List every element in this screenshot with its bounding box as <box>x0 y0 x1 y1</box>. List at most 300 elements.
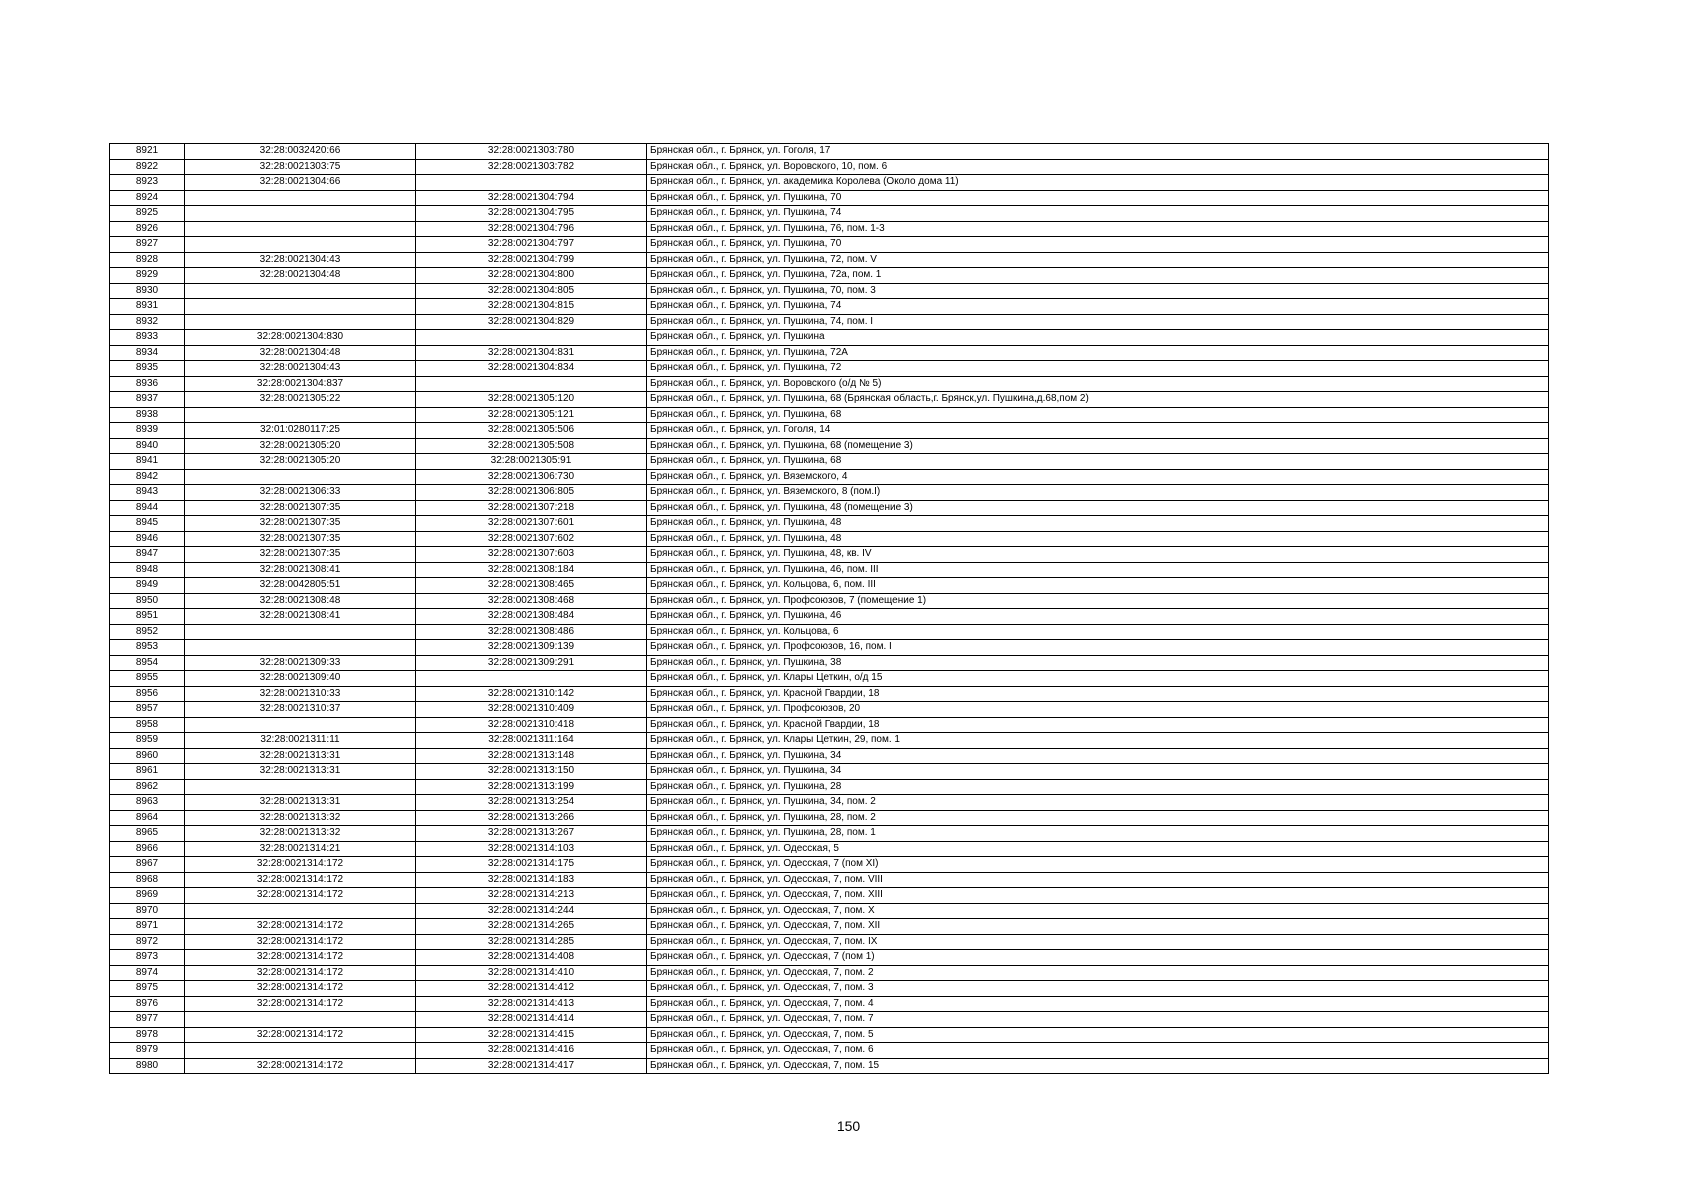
object-cadastral-number-cell: 32:28:0021314:414 <box>416 1012 647 1028</box>
object-cadastral-number-cell: 32:28:0021307:602 <box>416 531 647 547</box>
table-row <box>110 810 1549 826</box>
row-number-cell: 8931 <box>110 299 185 315</box>
address-cell: Брянская обл., г. Брянск, ул. Кольцова, 6 <box>647 624 1549 640</box>
address-cell: Брянская обл., г. Брянск, ул. Пушкина, 72А <box>647 345 1549 361</box>
row-number-cell: 8957 <box>110 702 185 718</box>
object-cadastral-number-cell: 32:28:0021303:782 <box>416 159 647 175</box>
object-cadastral-number-cell <box>416 175 647 191</box>
row-number-cell: 8961 <box>110 764 185 780</box>
row-number-cell: 8963 <box>110 795 185 811</box>
row-number-cell: 8972 <box>110 934 185 950</box>
address-cell: Брянская обл., г. Брянск, ул. Профсоюзов, 16, пом. I <box>647 640 1549 656</box>
address-cell: Брянская обл., г. Брянск, ул. Красной Гвардии, 18 <box>647 717 1549 733</box>
table-row <box>110 485 1549 501</box>
table-row <box>110 190 1549 206</box>
object-cadastral-number-cell: 32:28:0021304:797 <box>416 237 647 253</box>
object-cadastral-number-cell: 32:28:0021314:413 <box>416 996 647 1012</box>
table-row <box>110 919 1549 935</box>
table-row <box>110 609 1549 625</box>
row-number-cell: 8928 <box>110 252 185 268</box>
object-cadastral-number-cell: 32:28:0021303:780 <box>416 144 647 160</box>
address-cell: Брянская обл., г. Брянск, ул. Пушкина, 74 <box>647 299 1549 315</box>
address-cell: Брянская обл., г. Брянск, ул. Пушкина, 34, пом. 2 <box>647 795 1549 811</box>
row-number-cell: 8948 <box>110 562 185 578</box>
row-number-cell: 8971 <box>110 919 185 935</box>
land-cadastral-number-cell: 32:28:0021314:172 <box>185 996 416 1012</box>
address-cell: Брянская обл., г. Брянск, ул. Клары Цеткин, 29, пом. 1 <box>647 733 1549 749</box>
address-cell: Брянская обл., г. Брянск, ул. Пушкина <box>647 330 1549 346</box>
address-cell: Брянская обл., г. Брянск, ул. Пушкина, 28 <box>647 779 1549 795</box>
row-number-cell: 8925 <box>110 206 185 222</box>
row-number-cell: 8965 <box>110 826 185 842</box>
table-row <box>110 996 1549 1012</box>
land-cadastral-number-cell: 32:28:0021305:20 <box>185 438 416 454</box>
row-number-cell: 8946 <box>110 531 185 547</box>
land-cadastral-number-cell <box>185 1012 416 1028</box>
object-cadastral-number-cell: 32:28:0021304:800 <box>416 268 647 284</box>
object-cadastral-number-cell: 32:28:0021314:244 <box>416 903 647 919</box>
address-cell: Брянская обл., г. Брянск, ул. Пушкина, 72 <box>647 361 1549 377</box>
object-cadastral-number-cell: 32:28:0021308:484 <box>416 609 647 625</box>
object-cadastral-number-cell <box>416 376 647 392</box>
land-cadastral-number-cell: 32:28:0021314:172 <box>185 950 416 966</box>
table-row <box>110 268 1549 284</box>
address-cell: Брянская обл., г. Брянск, ул. Одесская, 7, пом. XII <box>647 919 1549 935</box>
row-number-cell: 8956 <box>110 686 185 702</box>
address-cell: Брянская обл., г. Брянск, ул. Пушкина, 46 <box>647 609 1549 625</box>
land-cadastral-number-cell: 32:28:0021308:48 <box>185 593 416 609</box>
table-row <box>110 686 1549 702</box>
land-cadastral-number-cell: 32:28:0021313:32 <box>185 826 416 842</box>
address-cell: Брянская обл., г. Брянск, ул. Одесская, 7, пом. 15 <box>647 1058 1549 1074</box>
address-cell: Брянская обл., г. Брянск, ул. Одесская, 7, пом. X <box>647 903 1549 919</box>
table-row <box>110 950 1549 966</box>
object-cadastral-number-cell: 32:28:0021314:412 <box>416 981 647 997</box>
row-number-cell: 8977 <box>110 1012 185 1028</box>
land-cadastral-number-cell: 32:28:0021304:837 <box>185 376 416 392</box>
table-row <box>110 206 1549 222</box>
address-cell: Брянская обл., г. Брянск, ул. Пушкина, 48 (помещение 3) <box>647 500 1549 516</box>
registry-table <box>109 143 1549 1074</box>
object-cadastral-number-cell: 32:28:0021313:267 <box>416 826 647 842</box>
row-number-cell: 8954 <box>110 655 185 671</box>
object-cadastral-number-cell: 32:28:0021304:795 <box>416 206 647 222</box>
land-cadastral-number-cell <box>185 190 416 206</box>
table-row <box>110 407 1549 423</box>
land-cadastral-number-cell: 32:28:0021308:41 <box>185 609 416 625</box>
address-cell: Брянская обл., г. Брянск, ул. Пушкина, 70 <box>647 237 1549 253</box>
table-row <box>110 252 1549 268</box>
row-number-cell: 8945 <box>110 516 185 532</box>
address-cell: Брянская обл., г. Брянск, ул. Гоголя, 14 <box>647 423 1549 439</box>
land-cadastral-number-cell: 32:28:0042805:51 <box>185 578 416 594</box>
address-cell: Брянская обл., г. Брянск, ул. Кольцова, 6, пом. III <box>647 578 1549 594</box>
table-row <box>110 237 1549 253</box>
land-cadastral-number-cell: 32:28:0021313:31 <box>185 764 416 780</box>
land-cadastral-number-cell: 32:28:0021314:172 <box>185 919 416 935</box>
table-row <box>110 361 1549 377</box>
row-number-cell: 8943 <box>110 485 185 501</box>
row-number-cell: 8933 <box>110 330 185 346</box>
address-cell: Брянская обл., г. Брянск, ул. Воровского (о/д № 5) <box>647 376 1549 392</box>
row-number-cell: 8978 <box>110 1027 185 1043</box>
object-cadastral-number-cell: 32:28:0021305:120 <box>416 392 647 408</box>
land-cadastral-number-cell: 32:28:0021310:33 <box>185 686 416 702</box>
land-cadastral-number-cell <box>185 469 416 485</box>
address-cell: Брянская обл., г. Брянск, ул. Пушкина, 74, пом. I <box>647 314 1549 330</box>
land-cadastral-number-cell: 32:28:0021313:31 <box>185 795 416 811</box>
address-cell: Брянская обл., г. Брянск, ул. Пушкина, 72а, пом. 1 <box>647 268 1549 284</box>
page-number: 150 <box>836 1118 861 1134</box>
land-cadastral-number-cell: 32:28:0032420:66 <box>185 144 416 160</box>
land-cadastral-number-cell: 32:28:0021309:40 <box>185 671 416 687</box>
row-number-cell: 8926 <box>110 221 185 237</box>
table-row <box>110 872 1549 888</box>
address-cell: Брянская обл., г. Брянск, ул. Пушкина, 48 <box>647 516 1549 532</box>
object-cadastral-number-cell: 32:28:0021311:164 <box>416 733 647 749</box>
row-number-cell: 8935 <box>110 361 185 377</box>
object-cadastral-number-cell: 32:28:0021314:103 <box>416 841 647 857</box>
row-number-cell: 8936 <box>110 376 185 392</box>
address-cell: Брянская обл., г. Брянск, ул. Гоголя, 17 <box>647 144 1549 160</box>
table-row <box>110 299 1549 315</box>
row-number-cell: 8934 <box>110 345 185 361</box>
row-number-cell: 8952 <box>110 624 185 640</box>
object-cadastral-number-cell: 32:28:0021305:506 <box>416 423 647 439</box>
address-cell: Брянская обл., г. Брянск, ул. Пушкина, 68 <box>647 407 1549 423</box>
address-cell: Брянская обл., г. Брянск, ул. Пушкина, 34 <box>647 764 1549 780</box>
object-cadastral-number-cell: 32:28:0021304:831 <box>416 345 647 361</box>
land-cadastral-number-cell <box>185 640 416 656</box>
row-number-cell: 8959 <box>110 733 185 749</box>
object-cadastral-number-cell: 32:28:0021304:799 <box>416 252 647 268</box>
row-number-cell: 8964 <box>110 810 185 826</box>
object-cadastral-number-cell: 32:28:0021314:183 <box>416 872 647 888</box>
table-row <box>110 469 1549 485</box>
land-cadastral-number-cell: 32:28:0021304:48 <box>185 345 416 361</box>
land-cadastral-number-cell <box>185 624 416 640</box>
address-cell: Брянская обл., г. Брянск, ул. Пушкина, 38 <box>647 655 1549 671</box>
table-row <box>110 640 1549 656</box>
row-number-cell: 8951 <box>110 609 185 625</box>
land-cadastral-number-cell <box>185 1043 416 1059</box>
address-cell: Брянская обл., г. Брянск, ул. Одесская, 7, пом. 3 <box>647 981 1549 997</box>
row-number-cell: 8938 <box>110 407 185 423</box>
row-number-cell: 8980 <box>110 1058 185 1074</box>
registry-table-body <box>110 144 1549 1074</box>
land-cadastral-number-cell: 32:28:0021307:35 <box>185 500 416 516</box>
object-cadastral-number-cell: 32:28:0021308:468 <box>416 593 647 609</box>
land-cadastral-number-cell: 32:28:0021308:41 <box>185 562 416 578</box>
table-row <box>110 779 1549 795</box>
table-row <box>110 531 1549 547</box>
object-cadastral-number-cell: 32:28:0021313:254 <box>416 795 647 811</box>
address-cell: Брянская обл., г. Брянск, ул. Пушкина, 68 <box>647 454 1549 470</box>
object-cadastral-number-cell: 32:28:0021307:218 <box>416 500 647 516</box>
land-cadastral-number-cell <box>185 237 416 253</box>
land-cadastral-number-cell: 32:28:0021304:43 <box>185 361 416 377</box>
object-cadastral-number-cell: 32:28:0021313:199 <box>416 779 647 795</box>
address-cell: Брянская обл., г. Брянск, ул. Пушкина, 70 <box>647 190 1549 206</box>
address-cell: Брянская обл., г. Брянск, ул. Одесская, 7, пом. 4 <box>647 996 1549 1012</box>
object-cadastral-number-cell: 32:28:0021305:121 <box>416 407 647 423</box>
object-cadastral-number-cell: 32:28:0021304:796 <box>416 221 647 237</box>
table-row <box>110 562 1549 578</box>
table-row <box>110 1058 1549 1074</box>
table-row <box>110 764 1549 780</box>
address-cell: Брянская обл., г. Брянск, ул. Пушкина, 68 (Брянская область,г. Брянск,ул. Пушкина,д.68,пом 2) <box>647 392 1549 408</box>
table-row <box>110 330 1549 346</box>
table-row <box>110 159 1549 175</box>
row-number-cell: 8968 <box>110 872 185 888</box>
row-number-cell: 8922 <box>110 159 185 175</box>
table-row <box>110 314 1549 330</box>
row-number-cell: 8979 <box>110 1043 185 1059</box>
row-number-cell: 8930 <box>110 283 185 299</box>
address-cell: Брянская обл., г. Брянск, ул. Одесская, 7, пом. 2 <box>647 965 1549 981</box>
row-number-cell: 8966 <box>110 841 185 857</box>
table-row <box>110 454 1549 470</box>
table-row <box>110 221 1549 237</box>
table-row <box>110 934 1549 950</box>
land-cadastral-number-cell: 32:01:0280117:25 <box>185 423 416 439</box>
object-cadastral-number-cell: 32:28:0021304:815 <box>416 299 647 315</box>
land-cadastral-number-cell: 32:28:0021306:33 <box>185 485 416 501</box>
row-number-cell: 8976 <box>110 996 185 1012</box>
table-row <box>110 733 1549 749</box>
land-cadastral-number-cell: 32:28:0021304:830 <box>185 330 416 346</box>
row-number-cell: 8955 <box>110 671 185 687</box>
land-cadastral-number-cell: 32:28:0021307:35 <box>185 547 416 563</box>
object-cadastral-number-cell: 32:28:0021314:417 <box>416 1058 647 1074</box>
row-number-cell: 8949 <box>110 578 185 594</box>
row-number-cell: 8940 <box>110 438 185 454</box>
land-cadastral-number-cell <box>185 299 416 315</box>
object-cadastral-number-cell: 32:28:0021306:805 <box>416 485 647 501</box>
address-cell: Брянская обл., г. Брянск, ул. Пушкина, 34 <box>647 748 1549 764</box>
land-cadastral-number-cell: 32:28:0021305:22 <box>185 392 416 408</box>
object-cadastral-number-cell: 32:28:0021314:265 <box>416 919 647 935</box>
land-cadastral-number-cell: 32:28:0021313:31 <box>185 748 416 764</box>
table-row <box>110 578 1549 594</box>
address-cell: Брянская обл., г. Брянск, ул. Одесская, 7 (пом 1) <box>647 950 1549 966</box>
row-number-cell: 8932 <box>110 314 185 330</box>
object-cadastral-number-cell: 32:28:0021314:408 <box>416 950 647 966</box>
object-cadastral-number-cell: 32:28:0021307:601 <box>416 516 647 532</box>
land-cadastral-number-cell: 32:28:0021314:172 <box>185 934 416 950</box>
object-cadastral-number-cell: 32:28:0021310:409 <box>416 702 647 718</box>
address-cell: Брянская обл., г. Брянск, ул. Профсоюзов, 20 <box>647 702 1549 718</box>
land-cadastral-number-cell: 32:28:0021311:11 <box>185 733 416 749</box>
land-cadastral-number-cell <box>185 903 416 919</box>
row-number-cell: 8923 <box>110 175 185 191</box>
table-row <box>110 624 1549 640</box>
table-row <box>110 655 1549 671</box>
address-cell: Брянская обл., г. Брянск, ул. Пушкина, 76, пом. 1-3 <box>647 221 1549 237</box>
land-cadastral-number-cell: 32:28:0021307:35 <box>185 531 416 547</box>
land-cadastral-number-cell <box>185 779 416 795</box>
address-cell: Брянская обл., г. Брянск, ул. Одесская, 7, пом. XIII <box>647 888 1549 904</box>
object-cadastral-number-cell: 32:28:0021310:142 <box>416 686 647 702</box>
land-cadastral-number-cell <box>185 314 416 330</box>
object-cadastral-number-cell: 32:28:0021308:184 <box>416 562 647 578</box>
table-row <box>110 965 1549 981</box>
address-cell: Брянская обл., г. Брянск, ул. Одесская, 7, пом. 7 <box>647 1012 1549 1028</box>
row-number-cell: 8973 <box>110 950 185 966</box>
table-row <box>110 438 1549 454</box>
object-cadastral-number-cell: 32:28:0021309:139 <box>416 640 647 656</box>
land-cadastral-number-cell <box>185 407 416 423</box>
object-cadastral-number-cell <box>416 671 647 687</box>
table-row <box>110 1027 1549 1043</box>
table-row <box>110 423 1549 439</box>
row-number-cell: 8944 <box>110 500 185 516</box>
land-cadastral-number-cell: 32:28:0021304:66 <box>185 175 416 191</box>
object-cadastral-number-cell: 32:28:0021308:465 <box>416 578 647 594</box>
land-cadastral-number-cell: 32:28:0021304:48 <box>185 268 416 284</box>
row-number-cell: 8942 <box>110 469 185 485</box>
table-row <box>110 547 1549 563</box>
row-number-cell: 8969 <box>110 888 185 904</box>
object-cadastral-number-cell: 32:28:0021313:148 <box>416 748 647 764</box>
table-row <box>110 702 1549 718</box>
object-cadastral-number-cell: 32:28:0021306:730 <box>416 469 647 485</box>
land-cadastral-number-cell <box>185 221 416 237</box>
land-cadastral-number-cell: 32:28:0021305:20 <box>185 454 416 470</box>
row-number-cell: 8939 <box>110 423 185 439</box>
object-cadastral-number-cell: 32:28:0021304:834 <box>416 361 647 377</box>
table-row <box>110 144 1549 160</box>
land-cadastral-number-cell <box>185 283 416 299</box>
address-cell: Брянская обл., г. Брянск, ул. Одесская, 7, пом. 6 <box>647 1043 1549 1059</box>
row-number-cell: 8924 <box>110 190 185 206</box>
row-number-cell: 8929 <box>110 268 185 284</box>
address-cell: Брянская обл., г. Брянск, ул. Пушкина, 46, пом. III <box>647 562 1549 578</box>
object-cadastral-number-cell: 32:28:0021304:829 <box>416 314 647 330</box>
object-cadastral-number-cell <box>416 330 647 346</box>
land-cadastral-number-cell: 32:28:0021314:21 <box>185 841 416 857</box>
row-number-cell: 8950 <box>110 593 185 609</box>
row-number-cell: 8967 <box>110 857 185 873</box>
land-cadastral-number-cell: 32:28:0021314:172 <box>185 857 416 873</box>
row-number-cell: 8937 <box>110 392 185 408</box>
address-cell: Брянская обл., г. Брянск, ул. Профсоюзов, 7 (помещение 1) <box>647 593 1549 609</box>
table-row <box>110 748 1549 764</box>
address-cell: Брянская обл., г. Брянск, ул. Одесская, 7 (пом XI) <box>647 857 1549 873</box>
land-cadastral-number-cell: 32:28:0021314:172 <box>185 1058 416 1074</box>
row-number-cell: 8941 <box>110 454 185 470</box>
object-cadastral-number-cell: 32:28:0021313:150 <box>416 764 647 780</box>
land-cadastral-number-cell: 32:28:0021314:172 <box>185 872 416 888</box>
object-cadastral-number-cell: 32:28:0021305:508 <box>416 438 647 454</box>
object-cadastral-number-cell: 32:28:0021313:266 <box>416 810 647 826</box>
row-number-cell: 8962 <box>110 779 185 795</box>
address-cell: Брянская обл., г. Брянск, ул. Пушкина, 68 (помещение 3) <box>647 438 1549 454</box>
address-cell: Брянская обл., г. Брянск, ул. Одесская, 5 <box>647 841 1549 857</box>
row-number-cell: 8975 <box>110 981 185 997</box>
object-cadastral-number-cell: 32:28:0021305:91 <box>416 454 647 470</box>
row-number-cell: 8953 <box>110 640 185 656</box>
row-number-cell: 8947 <box>110 547 185 563</box>
table-row <box>110 841 1549 857</box>
land-cadastral-number-cell: 32:28:0021307:35 <box>185 516 416 532</box>
address-cell: Брянская обл., г. Брянск, ул. Пушкина, 28, пом. 2 <box>647 810 1549 826</box>
land-cadastral-number-cell: 32:28:0021310:37 <box>185 702 416 718</box>
address-cell: Брянская обл., г. Брянск, ул. Одесская, 7, пом. IX <box>647 934 1549 950</box>
table-row <box>110 1012 1549 1028</box>
table-row <box>110 175 1549 191</box>
land-cadastral-number-cell: 32:28:0021304:43 <box>185 252 416 268</box>
land-cadastral-number-cell <box>185 717 416 733</box>
address-cell: Брянская обл., г. Брянск, ул. Пушкина, 72, пом. V <box>647 252 1549 268</box>
table-row <box>110 593 1549 609</box>
object-cadastral-number-cell: 32:28:0021307:603 <box>416 547 647 563</box>
row-number-cell: 8970 <box>110 903 185 919</box>
land-cadastral-number-cell: 32:28:0021303:75 <box>185 159 416 175</box>
table-row <box>110 345 1549 361</box>
object-cadastral-number-cell: 32:28:0021314:415 <box>416 1027 647 1043</box>
table-row <box>110 981 1549 997</box>
object-cadastral-number-cell: 32:28:0021304:805 <box>416 283 647 299</box>
address-cell: Брянская обл., г. Брянск, ул. Вяземского, 4 <box>647 469 1549 485</box>
row-number-cell: 8927 <box>110 237 185 253</box>
address-cell: Брянская обл., г. Брянск, ул. Пушкина, 70, пом. 3 <box>647 283 1549 299</box>
table-row <box>110 826 1549 842</box>
land-cadastral-number-cell: 32:28:0021309:33 <box>185 655 416 671</box>
object-cadastral-number-cell: 32:28:0021309:291 <box>416 655 647 671</box>
address-cell: Брянская обл., г. Брянск, ул. Красной Гвардии, 18 <box>647 686 1549 702</box>
row-number-cell: 8960 <box>110 748 185 764</box>
object-cadastral-number-cell: 32:28:0021314:410 <box>416 965 647 981</box>
address-cell: Брянская обл., г. Брянск, ул. Пушкина, 48, кв. IV <box>647 547 1549 563</box>
object-cadastral-number-cell: 32:28:0021314:285 <box>416 934 647 950</box>
address-cell: Брянская обл., г. Брянск, ул. Клары Цеткин, о/д 15 <box>647 671 1549 687</box>
table-row <box>110 500 1549 516</box>
row-number-cell: 8958 <box>110 717 185 733</box>
table-row <box>110 717 1549 733</box>
address-cell: Брянская обл., г. Брянск, ул. Вяземского, 8 (пом.I) <box>647 485 1549 501</box>
table-row <box>110 376 1549 392</box>
table-row <box>110 857 1549 873</box>
land-cadastral-number-cell: 32:28:0021314:172 <box>185 1027 416 1043</box>
land-cadastral-number-cell <box>185 206 416 222</box>
land-cadastral-number-cell: 32:28:0021314:172 <box>185 888 416 904</box>
object-cadastral-number-cell: 32:28:0021314:213 <box>416 888 647 904</box>
row-number-cell: 8974 <box>110 965 185 981</box>
object-cadastral-number-cell: 32:28:0021314:416 <box>416 1043 647 1059</box>
table-row <box>110 283 1549 299</box>
address-cell: Брянская обл., г. Брянск, ул. Воровского, 10, пом. 6 <box>647 159 1549 175</box>
row-number-cell: 8921 <box>110 144 185 160</box>
table-row <box>110 516 1549 532</box>
address-cell: Брянская обл., г. Брянск, ул. Пушкина, 74 <box>647 206 1549 222</box>
object-cadastral-number-cell: 32:28:0021308:486 <box>416 624 647 640</box>
land-cadastral-number-cell: 32:28:0021314:172 <box>185 965 416 981</box>
table-row <box>110 888 1549 904</box>
address-cell: Брянская обл., г. Брянск, ул. академика Королева (Около дома 11) <box>647 175 1549 191</box>
table-row <box>110 671 1549 687</box>
table-row <box>110 392 1549 408</box>
table-row <box>110 795 1549 811</box>
land-cadastral-number-cell: 32:28:0021314:172 <box>185 981 416 997</box>
table-row <box>110 903 1549 919</box>
address-cell: Брянская обл., г. Брянск, ул. Пушкина, 28, пом. 1 <box>647 826 1549 842</box>
address-cell: Брянская обл., г. Брянск, ул. Одесская, 7, пом. 5 <box>647 1027 1549 1043</box>
address-cell: Брянская обл., г. Брянск, ул. Одесская, 7, пом. VIII <box>647 872 1549 888</box>
table-row <box>110 1043 1549 1059</box>
object-cadastral-number-cell: 32:28:0021314:175 <box>416 857 647 873</box>
land-cadastral-number-cell: 32:28:0021313:32 <box>185 810 416 826</box>
